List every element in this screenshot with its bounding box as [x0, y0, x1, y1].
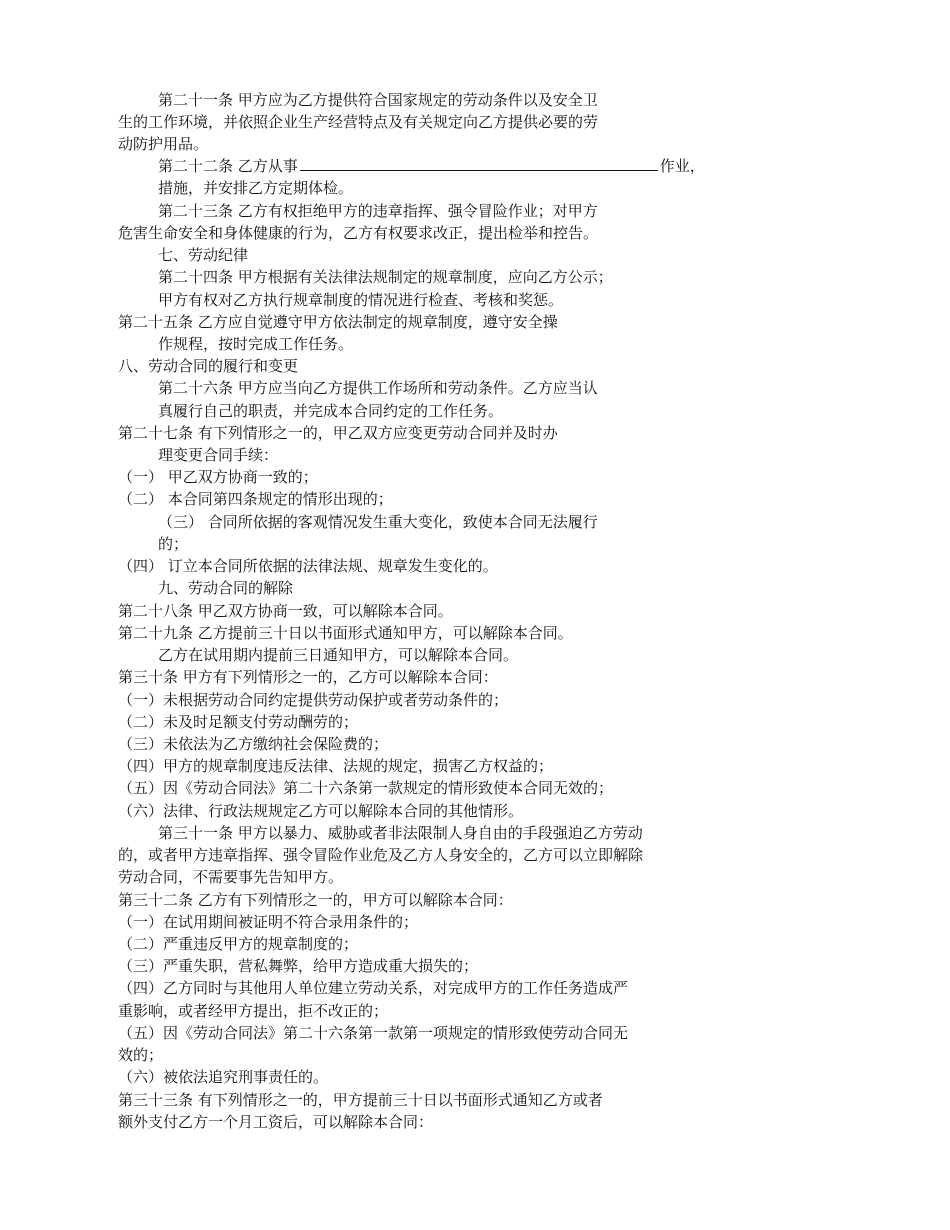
section-heading: 九、劳动合同的解除 — [158, 579, 294, 597]
text-line: 甲方有权对乙方执行规章制度的情况进行检查、考核和奖惩。 — [158, 291, 564, 309]
text-line: 乙方在试用期内提前三日通知甲方，可以解除本合同。 — [158, 646, 519, 664]
text-line: 危害生命安全和身体健康的行为，乙方有权要求改正，提出检举和控告。 — [118, 224, 599, 242]
text-line: 作规程，按时完成工作任务。 — [158, 335, 354, 353]
list-item: （三） 合同所依据的客观情况发生重大变化，致使本合同无法履行 — [158, 513, 598, 531]
text-line: 真履行自己的职责，并完成本合同约定的工作任务。 — [158, 402, 504, 420]
list-item: （四）甲方的规章制度违反法律、法规的规定，损害乙方权益的； — [118, 757, 554, 775]
list-item: （四）乙方同时与其他用人单位建立劳动关系，对完成甲方的工作任务造成严 — [118, 979, 629, 997]
text-line: 理变更合同手续： — [158, 446, 279, 464]
text-line: 第二十四条 甲方根据有关法律法规制定的规章制度，应向乙方公示； — [158, 268, 613, 286]
text-line: 第二十五条 乙方应自觉遵守甲方依法制定的规章制度，遵守安全操 — [118, 313, 558, 331]
text-line: 生的工作环境，并依照企业生产经营特点及有关规定向乙方提供必要的劳 — [118, 113, 599, 131]
text-line: 第三十二条 乙方有下列情形之一的，甲方可以解除本合同： — [118, 891, 513, 909]
text-line: 重影响，或者经甲方提出，拒不改正的； — [118, 1002, 389, 1020]
text-line: 第二十三条 乙方有权拒绝甲方的违章指挥、强令冒险作业；对甲方 — [158, 202, 598, 220]
text-line: 第三十条 甲方有下列情形之一的，乙方可以解除本合同： — [118, 668, 498, 686]
text-line: 劳动合同，不需要事先告知甲方。 — [118, 868, 344, 886]
text-line: 动防护用品。 — [118, 135, 209, 153]
text-line: 第三十一条 甲方以暴力、威胁或者非法限制人身自由的手段强迫乙方劳动 — [158, 824, 643, 842]
list-item: （一） 甲乙双方协商一致的； — [118, 468, 318, 486]
list-item: （二）未及时足额支付劳动酬劳的； — [118, 713, 359, 731]
clause-22-end: 作业， — [659, 157, 705, 175]
text-line — [158, 155, 705, 177]
text-line: 的，或者甲方违章指挥、强令冒险作业危及乙方人身安全的，乙方可以立即解除 — [118, 846, 644, 864]
fill-in-blank — [300, 156, 658, 171]
text-line: 第二十一条 甲方应为乙方提供符合国家规定的劳动条件以及安全卫 — [158, 91, 598, 109]
list-item: （三）严重失职，营私舞弊，给甲方造成重大损失的； — [118, 957, 479, 975]
text-line: 措施，并安排乙方定期体检。 — [158, 179, 354, 197]
list-item: （一）未根据劳动合同约定提供劳动保护或者劳动条件的； — [118, 691, 509, 709]
text-line: 第二十九条 乙方提前三十日以书面形式通知甲方，可以解除本合同。 — [118, 624, 573, 642]
text-line: 第二十六条 甲方应当向乙方提供工作场所和劳动条件。乙方应当认 — [158, 379, 598, 397]
clause-22-start: 第二十二条 乙方从事 — [158, 157, 298, 175]
text-line: 额外支付乙方一个月工资后，可以解除本合同： — [118, 1113, 434, 1131]
text-line: 第二十八条 甲乙双方协商一致，可以解除本合同。 — [118, 602, 453, 620]
list-item: （四） 订立本合同所依据的法律法规、规章发生变化的。 — [118, 557, 498, 575]
text-line: 第二十七条 有下列情形之一的，甲乙双方应变更劳动合同并及时办 — [118, 424, 558, 442]
list-item: （五）因《劳动合同法》第二十六条第一款规定的情形致使本合同无效的； — [118, 779, 614, 797]
list-item: （六）被依法追究刑事责任的。 — [118, 1068, 329, 1086]
list-item: （六）法律、行政法规规定乙方可以解除本合同的其他情形。 — [118, 802, 524, 820]
list-item: （二） 本合同第四条规定的情形出现的； — [118, 490, 393, 508]
text-line: 的； — [158, 535, 189, 553]
list-item: （三）未依法为乙方缴纳社会保险费的； — [118, 735, 389, 753]
section-heading: 八、劳动合同的履行和变更 — [118, 357, 299, 375]
text-line: 第三十三条 有下列情形之一的，甲方提前三十日以书面形式通知乙方或者 — [118, 1091, 603, 1109]
text-line: 效的； — [118, 1046, 164, 1064]
list-item: （五）因《劳动合同法》第二十六条第一款第一项规定的情形致使劳动合同无 — [118, 1024, 629, 1042]
list-item: （一）在试用期间被证明不符合录用条件的； — [118, 913, 419, 931]
section-heading: 七、劳动纪律 — [158, 246, 249, 264]
list-item: （二）严重违反甲方的规章制度的； — [118, 935, 359, 953]
